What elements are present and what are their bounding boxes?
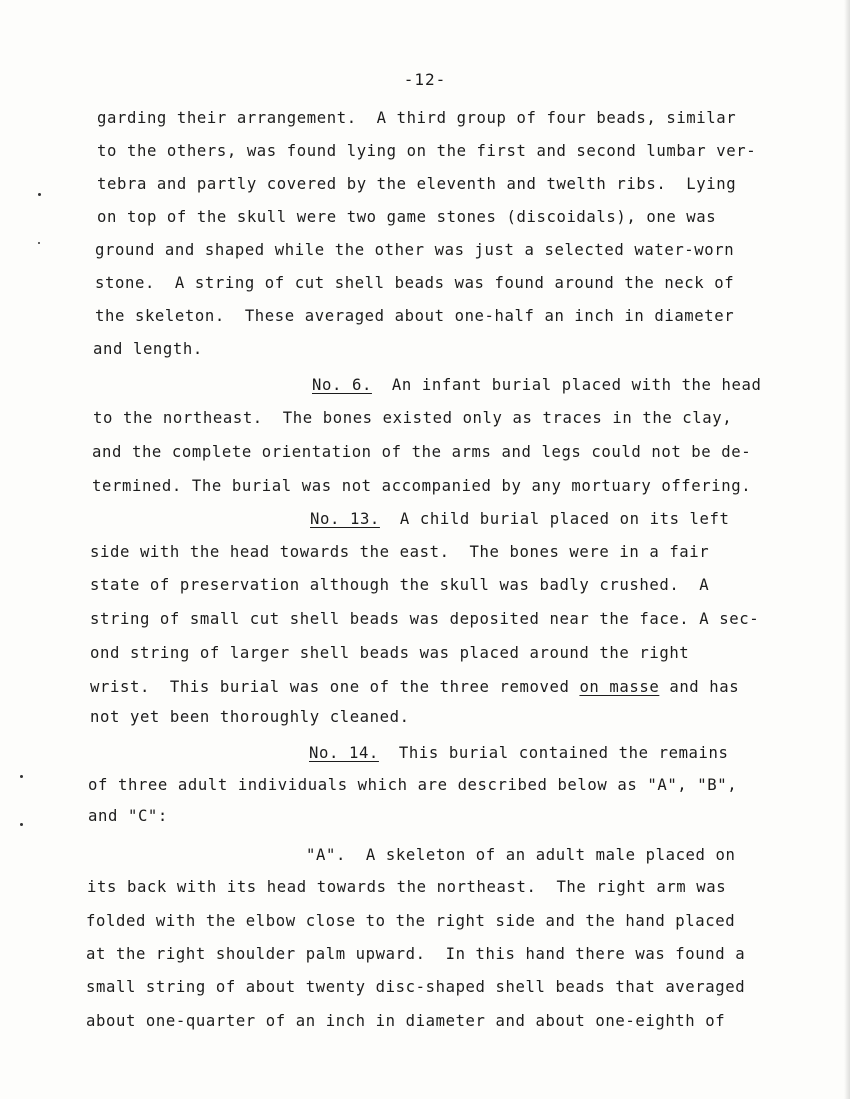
text-line: to the northeast. The bones existed only as traces in the clay, (93, 409, 733, 427)
entry-label: No. 6. (312, 376, 372, 394)
underlined-phrase: on masse (579, 678, 660, 696)
entry-no-6 (312, 375, 761, 395)
entry-no-14 (309, 743, 729, 763)
text-line: small string of about twenty disc-shaped shell beads that averaged (86, 978, 746, 996)
text-line: its back with its head towards the northeast. The right arm was (87, 878, 727, 896)
text-line: at the right shoulder palm upward. In this hand there was found a (86, 945, 746, 963)
page-number: -12- (403, 70, 447, 89)
text-line: stone. A string of cut shell beads was found around the neck of (95, 274, 735, 292)
text-fragment: and has (659, 678, 740, 696)
entry-label: No. 13. (310, 510, 380, 528)
paper-speck (38, 193, 41, 196)
text-line: state of preservation although the skull was badly crushed. A (90, 576, 710, 594)
text-fragment: wrist. This burial was one of the three removed (90, 678, 580, 696)
entry-first-line: An infant burial placed with the head (371, 376, 762, 394)
text-line: and "C": (88, 807, 168, 825)
text-line: of three adult individuals which are described below as "A", "B", (88, 776, 738, 794)
text-line: folded with the elbow close to the right side and the hand placed (86, 912, 736, 930)
entry-first-line: This burial contained the remains (378, 744, 729, 762)
page-edge-shadow (844, 0, 850, 1099)
text-line: not yet been thoroughly cleaned. (90, 708, 410, 726)
text-line: to the others, was found lying on the first and second lumbar ver- (97, 142, 757, 160)
entry-first-line: A child burial placed on its left (379, 510, 730, 528)
text-line: the skeleton. These averaged about one-half an inch in diameter (95, 307, 735, 325)
text-line: garding their arrangement. A third group of four beads, similar (97, 109, 737, 127)
text-line: string of small cut shell beads was deposited near the face. A sec- (90, 610, 760, 628)
paper-speck (20, 775, 23, 778)
text-line (90, 677, 739, 697)
entry-label: No. 14. (309, 744, 379, 762)
text-line: tebra and partly covered by the eleventh and twelth ribs. Lying (97, 175, 737, 193)
text-line: termined. The burial was not accompanied by any mortuary offering. (92, 477, 752, 495)
text-line: about one-quarter of an inch in diameter and about one-eighth of (86, 1012, 726, 1030)
text-line: side with the head towards the east. The bones were in a fair (90, 543, 710, 561)
entry-no-13 (310, 509, 730, 529)
text-line: ond string of larger shell beads was placed around the right (90, 644, 690, 662)
text-line: and the complete orientation of the arms and legs could not be de- (92, 443, 752, 461)
text-line: and length. (93, 340, 203, 358)
paper-speck (20, 823, 23, 826)
subentry-a: "A". A skeleton of an adult male placed on (306, 846, 736, 864)
text-line: on top of the skull were two game stones (discoidals), one was (97, 208, 717, 226)
paper-speck (38, 242, 40, 244)
text-line: ground and shaped while the other was just a selected water-worn (95, 241, 735, 259)
